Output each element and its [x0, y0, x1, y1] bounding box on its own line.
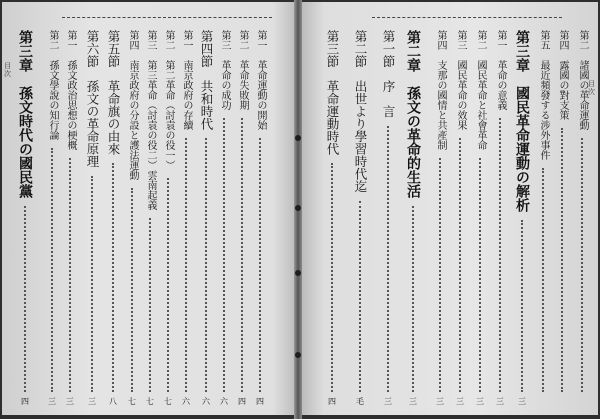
- toc-page-number: 四: [328, 397, 336, 406]
- toc-entry-number: 第一: [181, 30, 192, 50]
- toc-page-number: 三: [476, 397, 484, 406]
- toc-page-number: 六: [220, 397, 228, 406]
- toc-entry: [470, 30, 490, 408]
- toc-page-number: 四: [256, 397, 264, 406]
- toc-entry: [196, 30, 216, 408]
- toc-page-number: 三: [456, 397, 464, 406]
- toc-entry-title: [122, 30, 142, 180]
- binding-hole: [295, 205, 301, 211]
- spacer: [405, 72, 421, 86]
- toc-entry-number: 第一: [255, 30, 266, 50]
- toc-page-number: 三: [66, 397, 74, 406]
- toc-page-number: 四: [238, 397, 246, 406]
- toc-entry-title: [552, 30, 572, 120]
- dot-leader: [459, 138, 461, 392]
- dot-leader: [185, 138, 187, 392]
- toc-entry-text: 孫文の革命原理: [85, 80, 100, 168]
- toc-page-number: 三: [436, 397, 444, 406]
- dot-leader: [149, 218, 151, 392]
- toc-entry-title: [533, 30, 553, 160]
- toc-entry: [82, 30, 102, 408]
- toc-entry: [42, 30, 62, 408]
- dot-leader: [223, 118, 225, 392]
- toc-entry-number: 第二章: [405, 30, 421, 72]
- dot-leader: [499, 118, 501, 392]
- spacer: [577, 50, 588, 60]
- toc-entry-number: 第三: [219, 30, 230, 50]
- toc-page-number: 八: [109, 397, 117, 406]
- dot-leader: [412, 206, 414, 392]
- toc-entry-title: [158, 30, 178, 170]
- spacer: [47, 50, 58, 60]
- dot-leader: [359, 201, 361, 393]
- toc-entry: [350, 30, 370, 408]
- spacer: [106, 68, 121, 81]
- spacer: [325, 68, 340, 81]
- spacer: [435, 50, 446, 60]
- toc-entry: [158, 30, 178, 408]
- toc-entry: [450, 30, 470, 408]
- toc-entry-title: [176, 30, 196, 130]
- toc-entry-number: 第三章: [17, 30, 33, 72]
- toc-entry-number: 第四節: [199, 30, 214, 68]
- toc-entry-title: [430, 30, 450, 150]
- toc-entry-text: 出世より學習時代迄: [353, 80, 368, 193]
- toc-entry-number: 第一: [495, 30, 506, 50]
- toc-entry-number: 第三: [145, 30, 156, 50]
- toc-entry-text: 第二革命（討袁の役一）: [163, 60, 174, 170]
- spacer: [455, 50, 466, 60]
- toc-entry: [122, 30, 142, 408]
- toc-entry-number: 第二: [47, 30, 58, 50]
- toc-entry-text: 南京政府の分設と護法運動: [127, 60, 138, 180]
- toc-entry-title: [196, 30, 216, 130]
- toc-entry-title: [214, 30, 234, 110]
- spacer: [475, 50, 486, 60]
- toc-entry-text: 諸國の革命運動: [577, 60, 588, 130]
- spacer: [237, 50, 248, 60]
- toc-entry-number: 第三章: [514, 30, 530, 72]
- dot-leader: [521, 220, 523, 392]
- dot-leader: [439, 158, 441, 392]
- toc-entry-title: [350, 30, 370, 193]
- dot-leader: [542, 168, 544, 392]
- toc-entry-title: [378, 30, 398, 118]
- toc-page-number: 三: [48, 397, 56, 406]
- toc-page-number: 六: [182, 397, 190, 406]
- toc-entry-text: 支那の國情と共產制: [435, 60, 446, 150]
- toc-entry-number: 第一: [65, 30, 76, 50]
- toc-entry-title: [60, 30, 80, 150]
- toc-entry-title: [140, 30, 160, 210]
- toc-entry-number: 第二: [577, 30, 588, 50]
- toc-entry: [15, 30, 35, 408]
- spacer: [17, 72, 33, 86]
- toc-page-number: 六: [202, 397, 210, 406]
- toc-entry-number: 第四: [557, 30, 568, 50]
- toc-entry-text: 革命失敗期: [237, 60, 248, 110]
- binding-hole: [295, 135, 301, 141]
- toc-entry-text: 革命の意義: [495, 60, 506, 110]
- toc-entry: [250, 30, 270, 408]
- toc-entry-text: 革命運動の開始: [255, 60, 266, 130]
- toc-entry-text: 革命運動時代: [325, 80, 340, 155]
- toc-entry: [60, 30, 80, 408]
- toc-entry-number: 第二: [475, 30, 486, 50]
- dot-leader: [581, 138, 583, 392]
- dot-leader: [51, 148, 53, 392]
- spacer: [85, 68, 100, 81]
- toc-entry: [176, 30, 196, 408]
- toc-entry-text: 國民革命と社會革命: [475, 60, 486, 150]
- toc-entry-title: [572, 30, 592, 130]
- toc-entry-title: [490, 30, 510, 110]
- spacer: [65, 50, 76, 60]
- toc-entry: [572, 30, 592, 408]
- margin-mark: 目次: [4, 62, 11, 78]
- toc-entry: [322, 30, 342, 408]
- toc-entry-title: [232, 30, 252, 110]
- toc-page-number: 七: [164, 397, 172, 406]
- toc-entry-number: 第二: [237, 30, 248, 50]
- spacer: [145, 50, 156, 60]
- toc-entry-number: 第一節: [381, 30, 396, 68]
- toc-entry: [512, 30, 532, 408]
- toc-entry-number: 第四: [435, 30, 446, 50]
- toc-entry: [140, 30, 160, 408]
- dot-leader: [561, 128, 563, 392]
- dot-leader: [24, 206, 26, 392]
- dot-leader: [167, 178, 169, 392]
- spacer: [219, 50, 230, 60]
- dot-leader: [241, 118, 243, 392]
- binding-hole: [295, 352, 301, 358]
- toc-entry-title: [512, 30, 532, 212]
- toc-entry: [490, 30, 510, 408]
- spacer: [127, 50, 138, 60]
- toc-entry-text: 國民革命の效果: [455, 60, 466, 130]
- spacer: [163, 50, 174, 60]
- toc-page-number: 三: [518, 397, 526, 406]
- dot-leader: [131, 188, 133, 392]
- spacer: [538, 50, 549, 60]
- toc-entry-number: 第二: [163, 30, 174, 50]
- dot-leader: [387, 126, 389, 393]
- top-rule: [372, 17, 562, 18]
- spacer: [353, 68, 368, 81]
- toc-entry-text: 國民革命運動の解析: [514, 86, 530, 212]
- toc-entry: [232, 30, 252, 408]
- toc-page-number: 三: [384, 397, 392, 406]
- toc-entry-title: [103, 30, 123, 155]
- spacer: [199, 68, 214, 81]
- toc-entry-text: 南京政府の存續: [181, 60, 192, 130]
- toc-entry-title: [403, 30, 423, 198]
- toc-page-number: 七: [128, 397, 136, 406]
- toc-entry-text: 孫文の革命的生活: [405, 86, 421, 198]
- margin-mark: 目次: [588, 80, 595, 96]
- toc-entry-number: 第五節: [106, 30, 121, 68]
- dot-leader: [69, 158, 71, 392]
- toc-page-number: 四: [21, 397, 29, 406]
- dot-leader: [205, 138, 207, 392]
- dot-leader: [479, 158, 481, 392]
- toc-entry-title: [470, 30, 490, 150]
- spacer: [181, 50, 192, 60]
- toc-page-number: 三: [409, 397, 417, 406]
- toc-page-number: 毛: [356, 397, 364, 406]
- spacer: [495, 50, 506, 60]
- spacer: [557, 50, 568, 60]
- top-rule: [62, 17, 272, 18]
- spacer: [255, 50, 266, 60]
- spacer: [381, 68, 396, 81]
- binding-hole: [295, 270, 301, 276]
- toc-page-number: 七: [146, 397, 154, 406]
- toc-entry-text: 孫文學說の知行論: [47, 60, 58, 140]
- toc-entry-text: 第三革命（討袁の役二）雲南起義: [145, 60, 156, 210]
- toc-entry-title: [322, 30, 342, 155]
- toc-page-number: 三: [496, 397, 504, 406]
- toc-entry-text: 最近頻發する涉外事件: [538, 60, 549, 160]
- toc-entry-text: 革命の成功: [219, 60, 230, 110]
- toc-entry-text: 序 言: [381, 80, 396, 118]
- toc-entry-number: 第三: [455, 30, 466, 50]
- toc-entry-text: 孫文時代の國民黨: [17, 86, 33, 198]
- toc-entry-text: 革命旗の由來: [106, 80, 121, 155]
- toc-entry: [214, 30, 234, 408]
- toc-entry-title: [250, 30, 270, 130]
- toc-entry-title: [82, 30, 102, 168]
- toc-page-number: 三: [88, 397, 96, 406]
- dot-leader: [91, 176, 93, 393]
- toc-entry-text: 孫文政治思想の梗概: [65, 60, 76, 150]
- toc-entry: [430, 30, 450, 408]
- dot-leader: [259, 138, 261, 392]
- toc-entry-text: 共和時代: [199, 80, 214, 130]
- toc-entry-title: [15, 30, 35, 198]
- dot-leader: [112, 163, 114, 392]
- toc-entry-number: 第五: [538, 30, 549, 50]
- toc-entry-number: 第四: [127, 30, 138, 50]
- spacer: [514, 72, 530, 86]
- toc-entry: [552, 30, 572, 408]
- toc-entry-number: 第二節: [353, 30, 368, 68]
- toc-entry-number: 第六節: [85, 30, 100, 68]
- toc-entry-title: [450, 30, 470, 130]
- toc-entry-text: 露國の對支策: [557, 60, 568, 120]
- toc-entry: [103, 30, 123, 408]
- toc-entry: [533, 30, 553, 408]
- toc-entry: [403, 30, 423, 408]
- toc-entry: [378, 30, 398, 408]
- toc-entry-title: [42, 30, 62, 140]
- toc-entry-number: 第三節: [325, 30, 340, 68]
- dot-leader: [331, 163, 333, 392]
